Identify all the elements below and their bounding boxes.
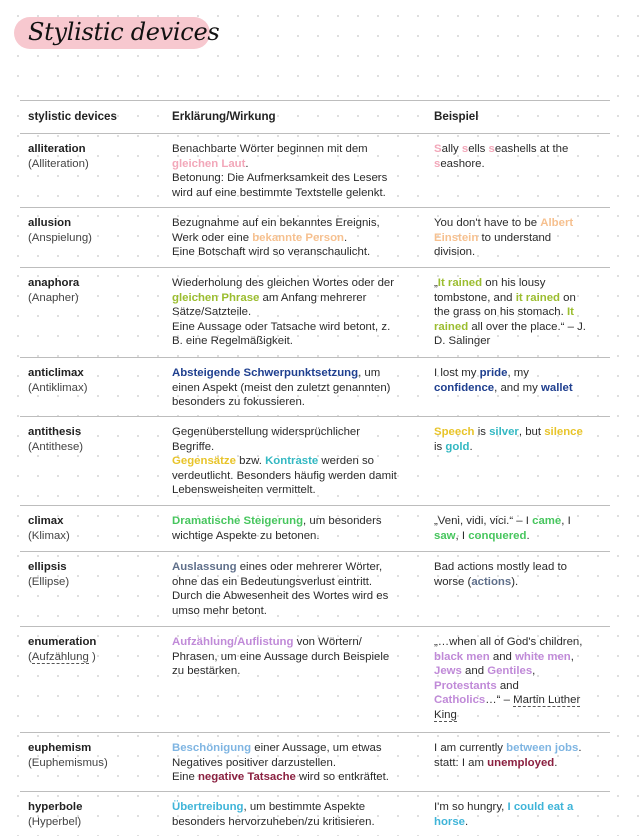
text: , I [455,529,469,542]
text: , but [518,426,545,438]
highlight: it rained [515,291,560,304]
explanation-cell [172,560,422,618]
text: . [554,756,558,769]
example-cell [434,366,604,395]
text: . [245,157,249,170]
text: , my [507,367,529,379]
term-name: allusion [28,217,72,229]
table-row-euphemism [20,732,610,791]
highlight: rained [434,320,469,333]
term-cell [28,425,163,454]
term-translation: (Hyperbel) [28,815,82,828]
text: einen Aspekt (meist den zuletzt genannten) [172,381,391,394]
text: ohne das ein Bedeutungsverlust eintritt. [172,575,373,588]
text: besonders hervorzuheben/zu kritisieren. [172,815,375,828]
term-cell [28,142,163,171]
table-header [20,100,610,133]
highlight: confidence [434,381,495,394]
explanation-cell [172,366,422,410]
highlight: Jews [434,665,462,678]
text: the grass on his stomach. [434,306,567,319]
term-name: anaphora [28,277,80,289]
term-name: anticlimax [28,367,84,379]
highlight: Auslassung [172,561,237,573]
text: . [469,440,473,453]
text: . [526,529,530,542]
highlight: bekannte Person [252,231,344,244]
term-translation [28,650,163,665]
highlight: Kontraste [265,455,319,468]
text: D. Salinger [434,335,491,348]
text: , [570,650,574,663]
text: verdeutlicht. Besonders häufig werden damit [172,469,397,482]
example-cell [434,514,604,543]
highlight: between jobs [506,742,579,754]
header-stylistic-devices: stylistic devices [28,110,117,123]
text: worse ( [434,575,472,588]
explanation-cell [172,216,422,260]
table-row-antithesis [20,416,610,505]
text: Betonung: Die Aufmerksamkeit des Lesers [172,172,388,185]
text: ally [441,143,462,155]
text: King [434,708,457,721]
highlight: unemployed [487,756,555,769]
term-translation: (Anapher) [28,291,79,304]
term-cell [28,514,163,543]
explanation-cell [172,276,422,349]
text: Wiederholung des gleichen Wortes oder der [172,277,395,289]
text: …“ – [485,694,514,707]
text: Durch die Abwesenheit des Wortes wird es [172,590,389,603]
term-translation: (Antiklimax) [28,381,88,394]
example-cell [434,635,604,723]
highlight: actions [471,575,512,588]
term-name: antithesis [28,426,82,438]
header-erklaerung: Erklärung/Wirkung [172,110,276,123]
highlight: Beschönigung [172,742,252,754]
table-row-allusion [20,207,610,267]
highlight: Speech [434,426,475,438]
text: Sätze/Satzteile. [172,306,252,319]
highlight: I could eat a [507,801,574,813]
text: You don't have to be [434,217,541,229]
text: and [496,679,519,692]
explanation-cell [172,514,422,543]
text: Negatives positiver darzustellen. [172,756,336,769]
text: Gegenüberstellung widersprüchlicher [172,426,361,438]
text: Eine [172,771,198,784]
table-row-hyperbole [20,791,610,836]
table-row-anaphora [20,267,610,357]
highlight: came [532,515,562,527]
highlight: gold [445,440,470,453]
text: zu bestärken. [172,665,241,678]
text: . [465,815,469,828]
text: I am currently [434,742,507,754]
term-cell [28,216,163,245]
highlight: white men [515,650,571,663]
explanation-cell [172,741,422,785]
text: eashore. [440,157,485,170]
text: „…when all of God's children, [434,636,583,648]
text: umso mehr betont. [172,604,267,617]
highlight: Übertreibung [172,801,244,813]
term-cell [28,276,163,305]
text: Aufzählung [31,650,89,663]
term-name: enumeration [28,636,97,648]
highlight: pride [479,367,508,379]
example-cell [434,425,604,454]
text: , um bestimmte Aspekte [243,801,366,813]
example-cell [434,741,604,770]
title-highlight [14,17,220,49]
table-row-alliteration [20,133,610,207]
text: Benachbarte Wörter beginnen mit dem [172,143,368,155]
highlight: black men [434,650,490,663]
highlight: s [488,143,495,155]
text: „ [434,277,438,289]
text: statt: I am [434,756,488,769]
text: tombstone, and [434,291,516,304]
text: on his lousy [482,277,546,289]
example-cell [434,560,604,589]
text: Eine Botschaft wird so veranschaulicht. [172,246,371,259]
text: Begriffe. [172,440,215,453]
highlight: conquered [468,529,527,542]
term-translation: (Alliteration) [28,157,89,170]
text: wird auf eine bestimmte Textstelle gelenkt. [172,186,386,199]
text: Phrasen, um eine Aussage durch Beispiele [172,650,390,663]
highlight: gleichen Phrase [172,291,260,304]
highlight: wallet [541,381,573,394]
term-cell [28,800,163,829]
explanation-cell [172,800,422,829]
text: Bezugnahme auf ein bekanntes Ereignis, [172,217,380,229]
term-translation: (Klimax) [28,529,70,542]
text: I'm so hungry, [434,801,508,813]
highlight: Protestants [434,679,497,692]
text: Eine Aussage oder Tatsache wird betont, z. [172,320,391,333]
example-cell [434,216,604,260]
text: einer Aussage, um etwas [251,742,382,754]
highlight: Aufzählung/Auflistung [172,636,294,648]
text: . [578,742,582,754]
text: Werk oder eine [172,231,253,244]
highlight: saw [434,529,456,542]
text: is [434,440,446,453]
highlight: s [461,143,469,155]
text: , um [358,367,381,379]
text: eines oder mehrerer Wörter, [236,561,383,573]
term-translation: (Ellipse) [28,575,70,588]
text: I lost my [434,367,480,379]
example-cell [434,800,604,829]
text: „Veni, vidi, vici.“ – I [434,515,533,527]
highlight: s [434,157,441,170]
highlight: Gentiles [487,665,533,678]
highlight: silver [489,426,519,438]
highlight: Einstein [434,231,479,244]
term-name: alliteration [28,143,86,155]
text: werden so [318,455,374,468]
text: and [461,665,488,678]
text: ) [88,650,96,663]
term-name: ellipsis [28,561,67,573]
term-cell [28,366,163,395]
explanation-cell [172,425,422,498]
highlight: Albert [540,217,574,229]
text: on [560,291,576,304]
term-name: euphemism [28,742,92,754]
text: B. eine Regelmäßigkeit. [172,335,293,348]
highlight: Gegensätze [172,455,236,468]
text: , and my [494,381,541,394]
term-cell [28,741,163,770]
text: all over the place.“ – J. [468,320,586,333]
page-title: Stylistic devices [28,18,220,46]
table-row-enumeration [20,626,610,732]
text: , um besonders [303,515,382,527]
highlight: It rained [437,277,483,289]
highlight: Dramatische Steigerung [172,515,304,527]
text: wichtige Aspekte zu betonen. [172,529,320,542]
text: Lebensweisheiten vermittelt. [172,484,316,497]
table-row-ellipsis [20,551,610,626]
highlight: gleichen Laut [172,157,246,170]
term-translation: (Anspielung) [28,231,92,244]
table-row-anticlimax [20,357,610,416]
text: bzw. [235,455,266,468]
highlight: Catholics [434,694,486,707]
text: ells [468,143,489,155]
term-translation: (Antithese) [28,440,84,453]
text: , [532,665,536,678]
text: von Wörtern/ [293,636,362,648]
text: division. [434,246,476,259]
text: to understand [478,231,552,244]
text: Martin Luther [513,694,581,707]
highlight: negative Tatsache [197,771,296,784]
header-beispiel: Beispiel [434,110,479,123]
highlight: silence [544,426,583,438]
explanation-cell [172,142,422,200]
highlight: Absteigende Schwerpunktsetzung [172,367,359,379]
text: ( [28,650,32,663]
highlight: S [434,143,442,155]
text: wird so entkräftet. [295,771,389,784]
explanation-cell [172,635,422,679]
example-cell [434,276,604,349]
term-name: hyperbole [28,801,83,813]
text: . [344,231,348,244]
highlight: It [566,306,574,319]
text: Bad actions mostly lead to [434,561,567,573]
text: is [474,426,490,438]
text: am Anfang mehrerer [259,291,367,304]
text: ). [511,575,519,588]
text: besonders zu fokussieren. [172,396,305,409]
term-cell [28,560,163,589]
example-cell [434,142,604,171]
term-translation: (Euphemismus) [28,756,108,769]
highlight: horse [434,815,466,828]
table-row-climax [20,505,610,551]
text: , I [561,515,571,527]
term-name: climax [28,515,64,527]
text: and [489,650,516,663]
term-cell [28,635,163,664]
stylistic-devices-table [20,100,610,836]
text: eashells at the [494,143,569,155]
